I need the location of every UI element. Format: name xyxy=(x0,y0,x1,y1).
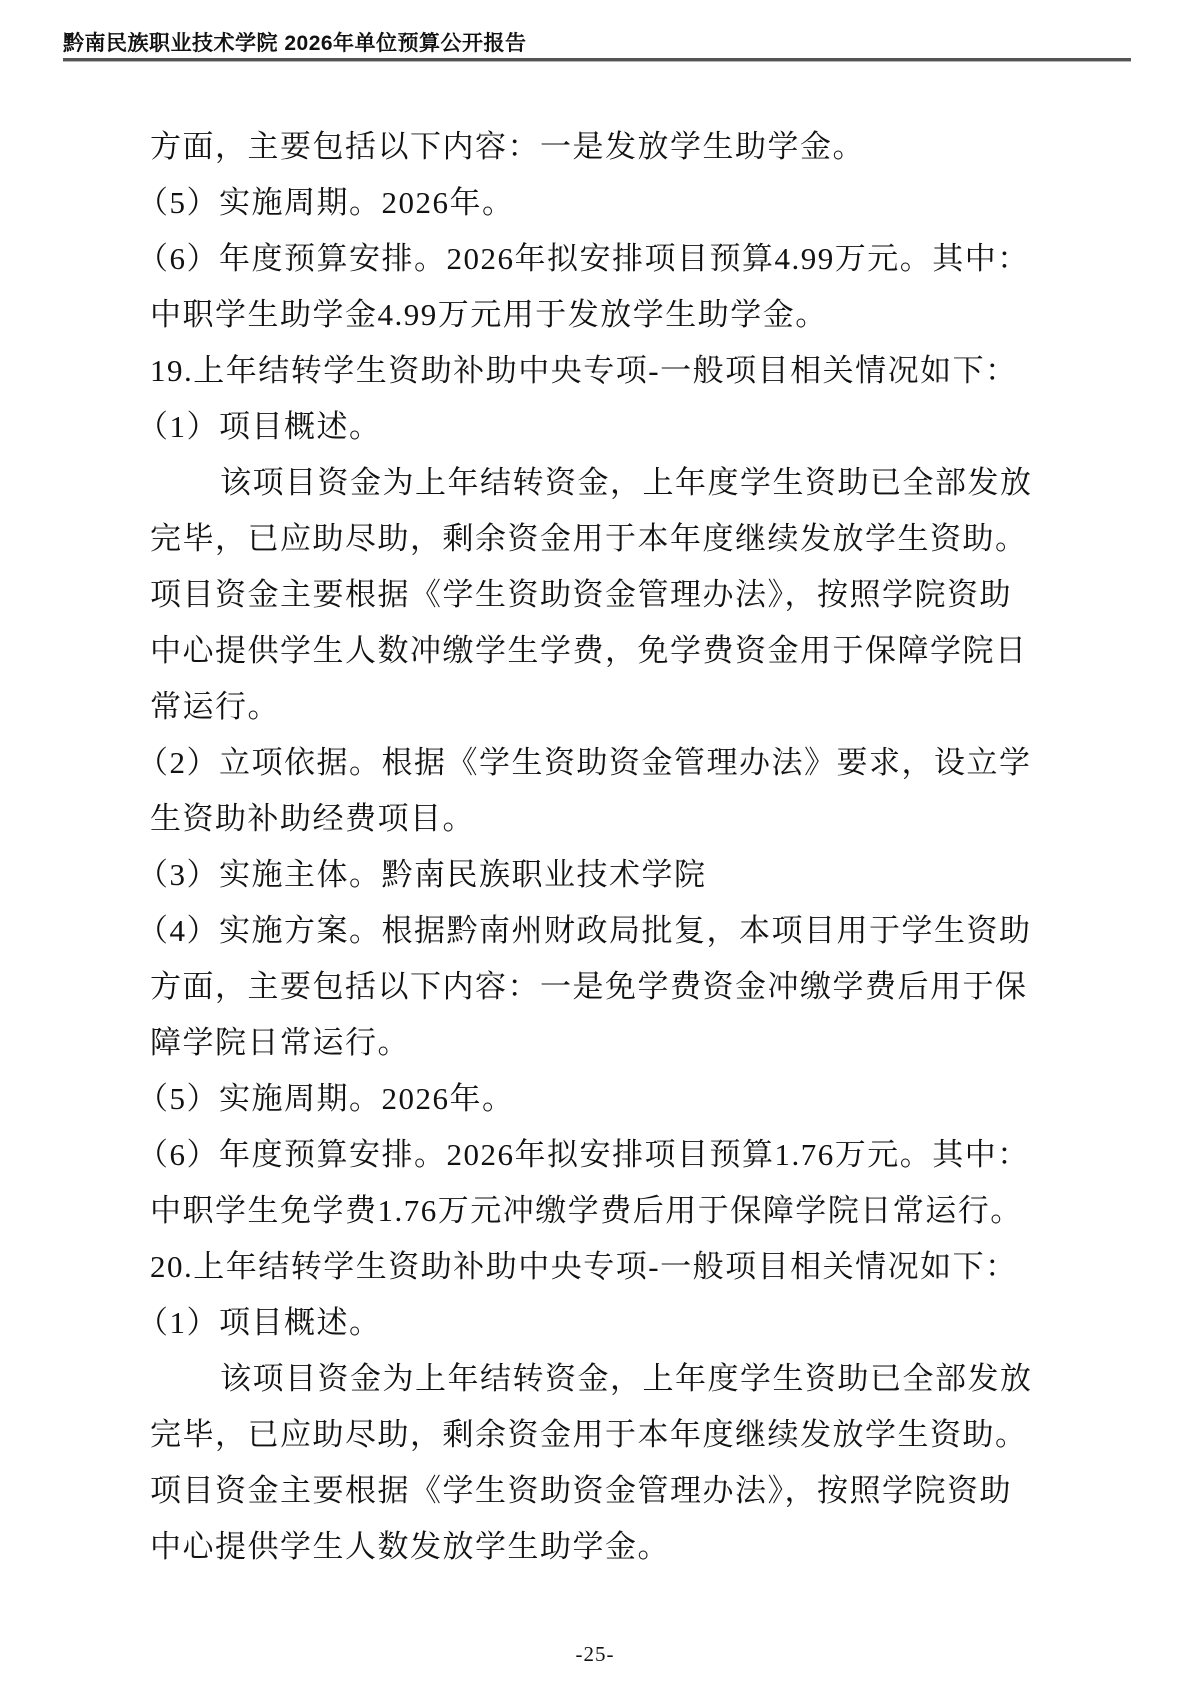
body-line: 方面，主要包括以下内容：一是发放学生助学金。 xyxy=(150,129,865,164)
body-line: 中心提供学生人数冲缴学生学费，免学费资金用于保障学院日 xyxy=(150,633,1028,668)
page-header-title: 黔南民族职业技术学院 2026年单位预算公开报告 xyxy=(63,32,527,55)
body-line: （1）项目概述。 xyxy=(137,1305,382,1340)
body-line: 常运行。 xyxy=(150,689,280,724)
body-line: 完毕，已应助尽助，剩余资金用于本年度继续发放学生资助。 xyxy=(150,521,1028,556)
body-line: 项目资金主要根据《学生资助资金管理办法》，按照学院资助 xyxy=(150,1473,1012,1508)
document-body xyxy=(137,119,1070,1575)
body-line: （3）实施主体。黔南民族职业技术学院 xyxy=(137,857,707,892)
body-line: （5）实施周期。2026年。 xyxy=(137,1081,515,1116)
header-rule xyxy=(63,58,1131,62)
body-line: （2）立项依据。根据《学生资助资金管理办法》要求，设立学 xyxy=(137,745,1032,780)
body-line: （1）项目概述。 xyxy=(137,409,382,444)
body-line: 中职学生助学金4.99万元用于发放学生助学金。 xyxy=(150,297,828,332)
body-line: 中心提供学生人数发放学生助学金。 xyxy=(150,1529,670,1564)
body-line: 方面，主要包括以下内容：一是免学费资金冲缴学费后用于保 xyxy=(150,969,1028,1004)
body-line: （6）年度预算安排。2026年拟安排项目预算1.76万元。其中： xyxy=(137,1137,1030,1172)
body-line: （6）年度预算安排。2026年拟安排项目预算4.99万元。其中： xyxy=(137,241,1030,276)
body-line: 该项目资金为上年结转资金，上年度学生资助已全部发放 xyxy=(220,1361,1033,1396)
body-line: 该项目资金为上年结转资金，上年度学生资助已全部发放 xyxy=(220,465,1033,500)
body-line: 中职学生免学费1.76万元冲缴学费后用于保障学院日常运行。 xyxy=(150,1193,1023,1228)
body-line: 19.上年结转学生资助补助中央专项-一般项目相关情况如下： xyxy=(150,353,1018,388)
body-line: （5）实施周期。2026年。 xyxy=(137,185,515,220)
body-line: 完毕，已应助尽助，剩余资金用于本年度继续发放学生资助。 xyxy=(150,1417,1028,1452)
body-line: （4）实施方案。根据黔南州财政局批复，本项目用于学生资助 xyxy=(137,913,1032,948)
body-line: 20.上年结转学生资助补助中央专项-一般项目相关情况如下： xyxy=(150,1249,1018,1284)
body-line: 生资助补助经费项目。 xyxy=(150,801,475,836)
body-line: 障学院日常运行。 xyxy=(150,1025,410,1060)
page-number: -25- xyxy=(575,1642,615,1666)
body-line: 项目资金主要根据《学生资助资金管理办法》，按照学院资助 xyxy=(150,577,1012,612)
